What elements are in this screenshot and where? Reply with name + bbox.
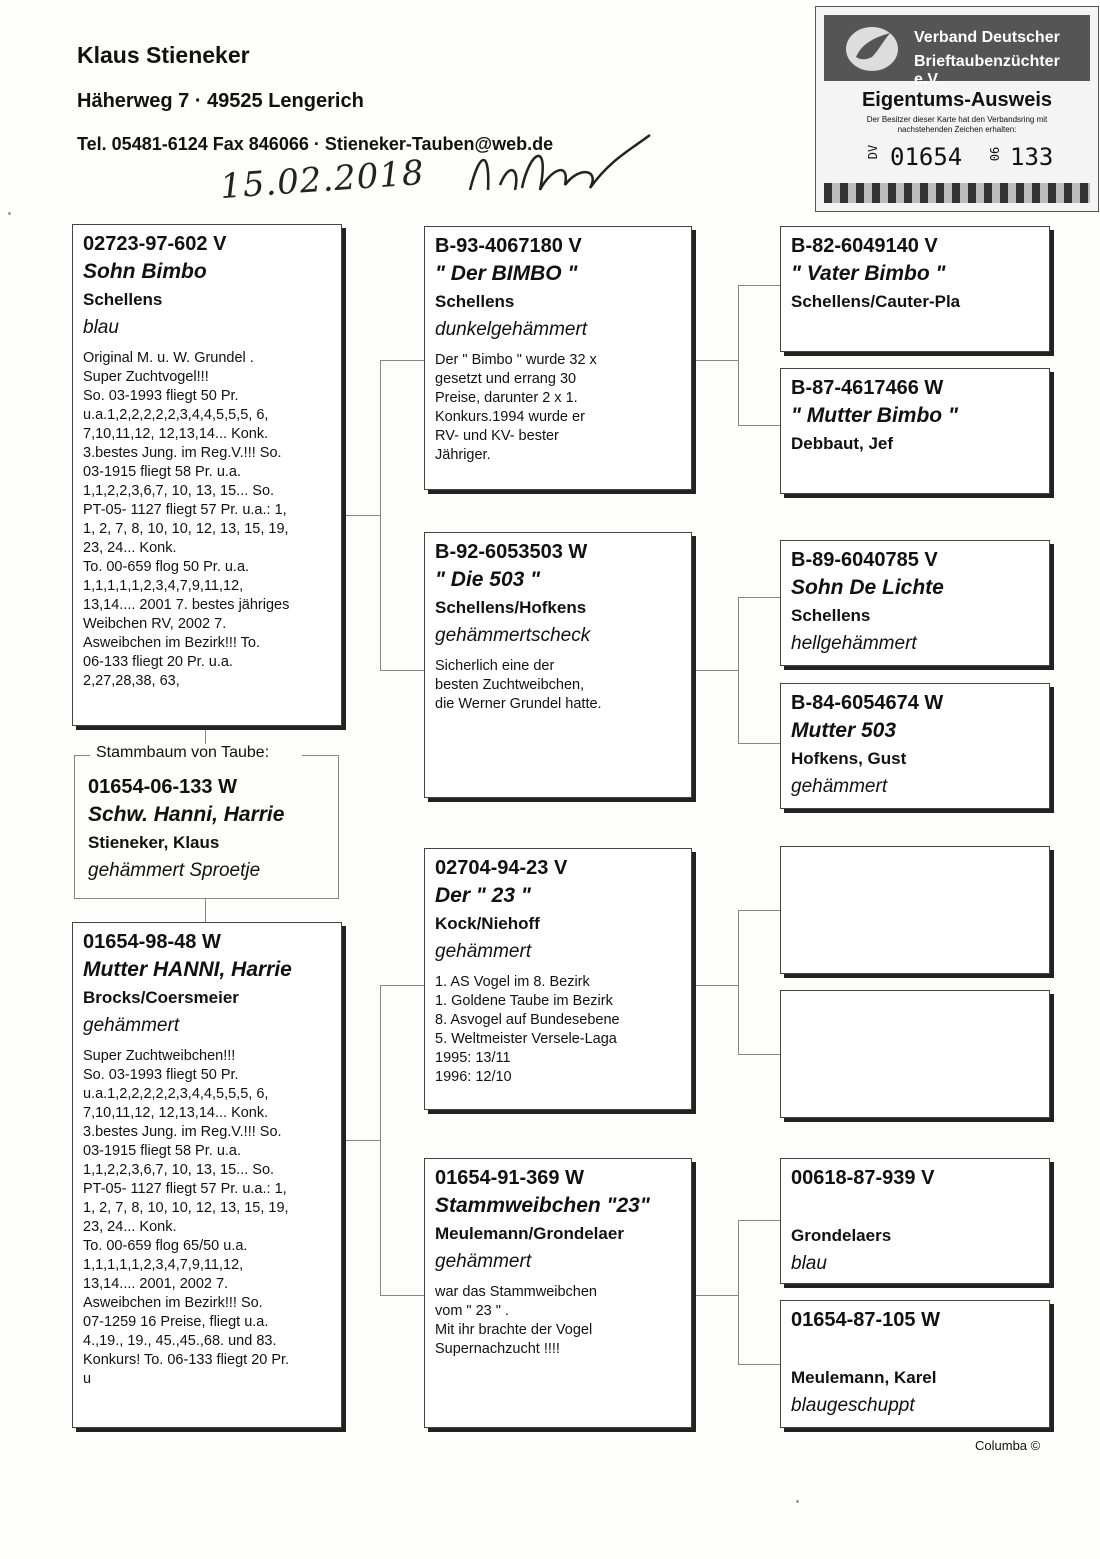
pigeon-breeder: Schellens — [435, 292, 515, 311]
ring-number: 01654-91-369 W — [435, 1167, 584, 1189]
pedigree-box-fmm — [780, 683, 1050, 809]
breeder-address: Häherweg 7 · 49525 Lengerich — [77, 90, 364, 112]
pigeon-name: Stammweibchen "23" — [435, 1194, 650, 1217]
card-subtitle: Der Besitzer dieser Karte hat den Verbandsring mit nachstehenden Zeichen erhalten: — [866, 115, 1048, 134]
pigeon-breeder: Schellens/Cauter-Pla — [791, 292, 961, 311]
pigeon-color: blau — [791, 1253, 827, 1274]
pigeon-color: hellgehämmert — [791, 633, 917, 654]
pedigree-box-mfm-empty — [780, 990, 1050, 1118]
pedigree-box-fm — [424, 532, 692, 798]
ring-number: 00618-87-939 V — [791, 1167, 935, 1189]
pigeon-notes: Der " Bimbo " wurde 32 x gesetzt und errang 30 Preise, darunter 2 x 1. Konkurs.1994 wurde er RV- und KV- bester Jähriger. — [435, 352, 597, 463]
pedigree-box-mmf — [780, 1158, 1050, 1284]
pigeon-notes: 1. AS Vogel im 8. Bezirk 1. Goldene Taube im Bezirk 8. Asvogel auf Bundesebene 5. Weltmeister Versele-Laga 1995: 13/11 1996: 12/10 — [435, 974, 620, 1085]
ring-number: 01654-87-105 W — [791, 1309, 940, 1331]
pigeon-name: Sohn Bimbo — [83, 260, 207, 283]
pigeon-name: Mutter HANNI, Harrie — [83, 958, 292, 981]
breeder-contact: Tel. 05481-6124 Fax 846066 · Stieneker-Tauben@web.de — [77, 134, 554, 154]
ring-number: B-89-6040785 V — [791, 549, 938, 571]
pigeon-breeder: Meulemann/Grondelaer — [435, 1224, 624, 1243]
pigeon-breeder: Grondelaers — [791, 1226, 892, 1245]
pigeon-breeder: Hofkens, Gust — [791, 749, 907, 768]
pedigree-box-mother — [72, 922, 342, 1428]
card-prefix: DV — [866, 144, 881, 160]
pigeon-name: Schw. Hanni, Harrie — [88, 803, 285, 826]
pigeon-breeder: Schellens — [83, 290, 163, 309]
pigeon-breeder: Debbaut, Jef — [791, 434, 894, 453]
pedigree-box-fff — [780, 226, 1050, 352]
scan-speck — [796, 1500, 799, 1503]
pigeon-breeder: Meulemann, Karel — [791, 1368, 937, 1387]
ring-number: 01654-06-133 W — [88, 776, 237, 798]
pigeon-name: " Der BIMBO " — [435, 262, 578, 285]
pigeon-notes: Sicherlich eine der besten Zuchtweibchen, die Werner Grundel hatte. — [435, 658, 602, 712]
stammbaum-label: Stammbaum von Taube: — [92, 744, 273, 762]
pigeon-name: " Vater Bimbo " — [791, 262, 946, 285]
pigeon-color: gehämmert — [791, 776, 888, 797]
pedigree-box-ff — [424, 226, 692, 490]
card-year: 06 — [988, 146, 1003, 162]
pedigree-box-mm — [424, 1158, 692, 1428]
pigeon-name: Mutter 503 — [791, 719, 897, 742]
pigeon-breeder: Brocks/Coersmeier — [83, 988, 239, 1007]
pedigree-box-mff-empty — [780, 846, 1050, 974]
pigeon-logo-icon — [842, 23, 902, 75]
pigeon-notes: Original M. u. W. Grundel . Super Zuchtvogel!!! So. 03-1993 fliegt 50 Pr. u.a.1,2,2,2,2,2,3,4,4,5,5,5, 6, 7,10,11,12, 12,13,14... Konk. 3.bestes Jung. im Reg.V.!!! So. 03-1915 fliegt 58 Pr. u.a. 1,1,2,2,3,6,7, 10, 13, 15... So. PT-05- 1127 fliegt 57 Pr. u.a.: 1, 1, 2, 7, 8, 10, 10, 12, 13, 15, 19, 23, 24... Konk. To. 00-659 flog 50 Pr. u.a. 1,1,1,1,1,2,3,4,7,9,11,12, 13,14.... 2001 7. bestes jähriges Weibchen RV, 2002 7. Asweibchen im Bezirk!!! To. 06-133 fliegt 20 Pr. u.a. 2,27,28,38, 63, — [83, 350, 290, 689]
ring-number: 02704-94-23 V — [435, 857, 568, 879]
pigeon-name: " Die 503 " — [435, 568, 541, 591]
ring-number: 02723-97-602 V — [83, 233, 227, 255]
ownership-card — [815, 6, 1099, 212]
ring-number: B-84-6054674 W — [791, 692, 944, 714]
ring-number: B-82-6049140 V — [791, 235, 938, 257]
pedigree-box-father — [72, 224, 342, 726]
card-pattern-band — [824, 183, 1090, 203]
pigeon-name: Der " 23 " — [435, 884, 531, 907]
card-org-line1: Verband Deutscher — [914, 29, 1060, 46]
pigeon-name: Sohn De Lichte — [791, 576, 944, 599]
pigeon-color: blau — [83, 317, 119, 338]
pigeon-breeder: Schellens — [791, 606, 871, 625]
pigeon-color: blaugeschuppt — [791, 1395, 915, 1416]
pigeon-breeder: Kock/Niehoff — [435, 914, 540, 933]
pigeon-color: gehämmert Sproetje — [88, 860, 261, 881]
pigeon-breeder: Schellens/Hofkens — [435, 598, 587, 617]
breeder-name: Klaus Stieneker — [77, 42, 250, 68]
pigeon-notes: war das Stammweibchen vom " 23 " . Mit ihr brachte der Vogel Supernachzucht !!!! — [435, 1284, 597, 1357]
pedigree-box-mmm — [780, 1300, 1050, 1428]
card-number: 01654 — [890, 143, 963, 171]
pigeon-name: " Mutter Bimbo " — [791, 404, 958, 427]
signature — [460, 130, 660, 210]
handwritten-date: 15.02.2018 — [218, 152, 426, 208]
pigeon-color: dunkelgehämmert — [435, 319, 588, 340]
card-ring: 133 — [1010, 143, 1054, 171]
card-header — [824, 15, 1090, 88]
pigeon-color: gehämmert — [435, 941, 532, 962]
card-title: Eigentums-Ausweis — [861, 89, 1053, 111]
card-org-line2: Brieftaubenzüchter e.V. — [914, 53, 1060, 88]
pigeon-notes: Super Zuchtweibchen!!! So. 03-1993 fliegt 50 Pr. u.a.1,2,2,2,2,2,3,4,4,5,5,5, 6, 7,10,11,12, 12,13,14... Konk. 3.bestes Jung. im Reg.V.!!! So. 03-1915 fliegt 58 Pr. u.a. 1,1,2,2,3,6,7, 10, 13, 15... So. PT-05- 1127 fliegt 57 Pr. u.a.: 1, 1, 2, 7, 8, 10, 10, 12, 13, 15, 19, 23, 24... Konk. To. 00-659 flog 65/50 u.a. 1,1,1,1,1,2,3,4,7,9,11,12, 13,14.... 2001, 2002 7. Asweibchen im Bezirk!!! So. 07-1259 16 Preise, fliegt u.a. 4.,19., 19., 45.,45.,68. und 83. Konkurs! To. 06-133 fliegt 20 Pr. u — [83, 1048, 290, 1387]
pigeon-color: gehämmert — [83, 1015, 180, 1036]
ring-number: B-92-6053503 W — [435, 541, 588, 563]
ring-number: B-93-4067180 V — [435, 235, 582, 257]
pedigree-box-fmf — [780, 540, 1050, 666]
pedigree-box-subject — [74, 768, 338, 898]
ring-number: B-87-4617466 W — [791, 377, 944, 399]
pedigree-box-mf — [424, 848, 692, 1110]
pigeon-breeder: Stieneker, Klaus — [88, 833, 220, 852]
pedigree-box-ffm — [780, 368, 1050, 494]
pigeon-color: gehämmertscheck — [435, 625, 591, 646]
scan-speck — [8, 212, 11, 215]
footer-credit: Columba © — [975, 1438, 1041, 1453]
ring-number: 01654-98-48 W — [83, 931, 221, 953]
pigeon-color: gehämmert — [435, 1251, 532, 1272]
